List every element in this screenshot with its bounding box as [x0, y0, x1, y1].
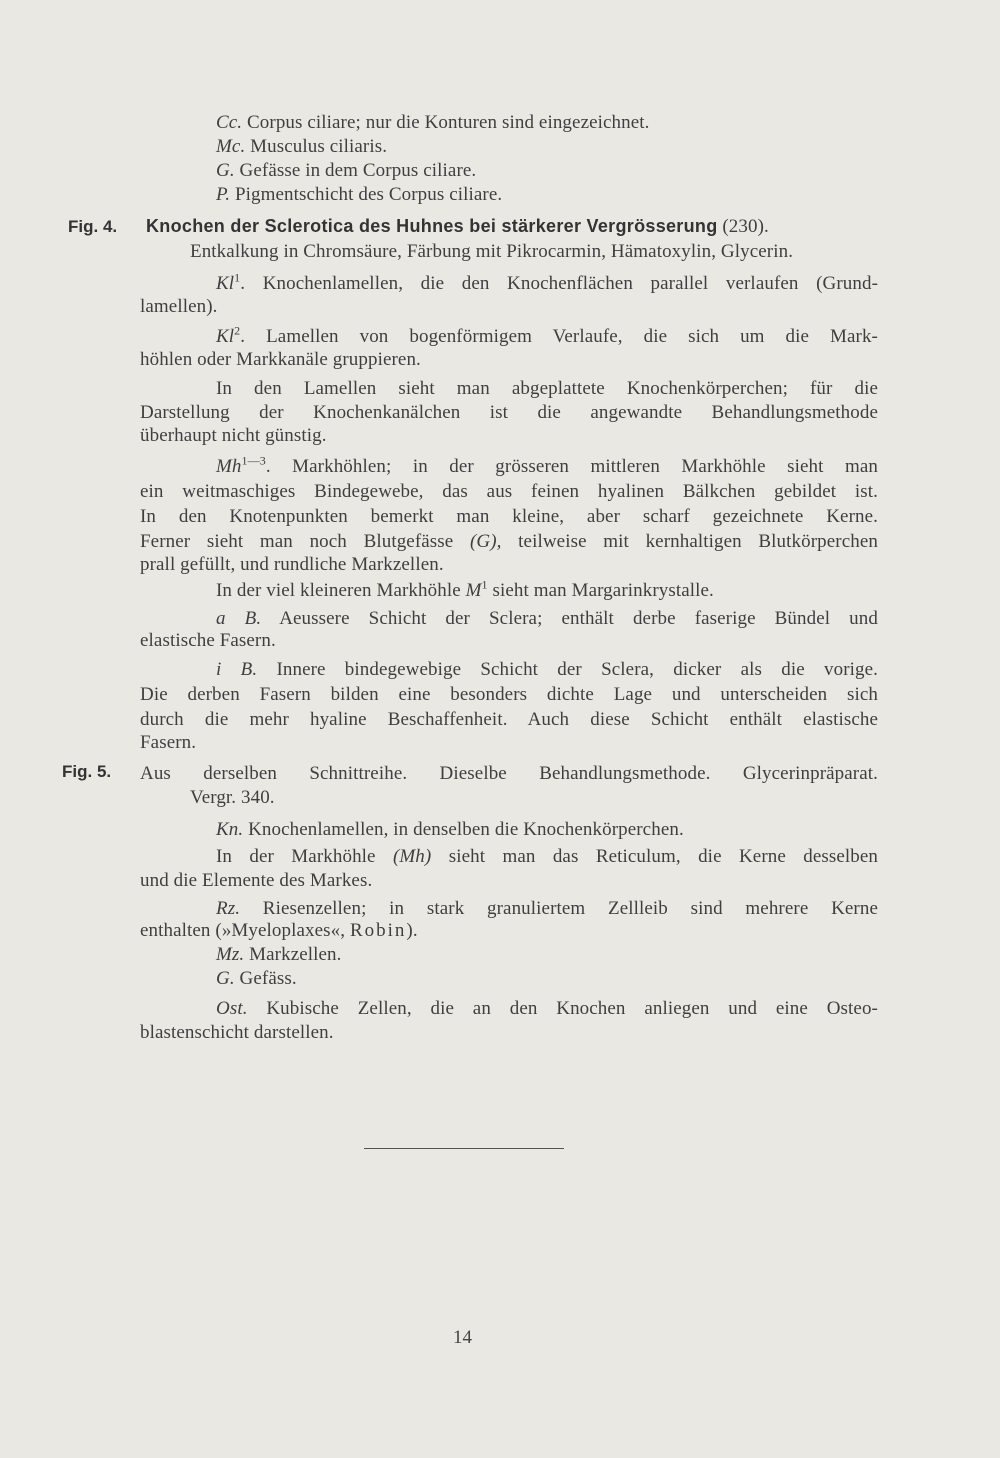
fig5-ost-line1: Ost. Kubische Zellen, die an den Knochen anliegen und eine Osteo- — [216, 998, 878, 1019]
fig4-mh-line1: $Mh^{1—3}$. Markhöhlen; in der grösseren mittleren Markhöhle sieht man — [216, 453, 878, 477]
fig5-label: Fig. 5. — [62, 762, 112, 781]
fig4-kl1-line1: Kl$^1$. Knochenlamellen, die den Knochenflächen parallel verlaufen (Grund- — [216, 270, 878, 294]
legend-mc: Mc. Musculus ciliaris. — [216, 136, 388, 157]
fig4-preparation: Entkalkung in Chromsäure, Färbung mit Pikrocarmin, Hämatoxylin, Glycerin. — [190, 241, 794, 262]
fig4-ib-line1: i B. Innere bindegewebige Schicht der Sclera, dicker als die vorige. — [216, 659, 878, 680]
fig5-line1: Aus derselben Schnittreihe. Dieselbe Behandlungsmethode. Glycerinpräparat. — [140, 763, 878, 784]
page-number: 14 — [453, 1327, 472, 1348]
fig4-mh-line4: Ferner sieht man noch Blutgefässe (G), teilweise mit kernhaltigen Blutkörperchen — [140, 531, 878, 552]
section-rule — [364, 1148, 564, 1149]
fig4-p1-line3: überhaupt nicht günstig. — [140, 425, 327, 446]
legend-p: P. Pigmentschicht des Corpus ciliare. — [216, 184, 503, 205]
fig4-kl1-line2: lamellen). — [140, 296, 218, 317]
fig4-p1-line1: In den Lamellen sieht man abgeplattete Knochenkörperchen; für die — [216, 378, 878, 399]
fig4-ib-line2: Die derben Fasern bilden eine besonders dichte Lage und unterscheiden sich — [140, 684, 878, 705]
fig4-kl2-line2: höhlen oder Markkanäle gruppieren. — [140, 349, 421, 370]
fig5-kn: Kn. Knochenlamellen, in denselben die Knochenkörperchen. — [216, 819, 684, 840]
fig5-line2: Vergr. 340. — [190, 787, 275, 808]
fig4-ab-line2: elastische Fasern. — [140, 630, 276, 651]
fig4-p1-line2: Darstellung der Knochenkanälchen ist die angewandte Behandlungsmethode — [140, 402, 878, 423]
fig4-mh-line3: In den Knotenpunkten bemerkt man kleine, aber scharf gezeichnete Kerne. — [140, 506, 878, 527]
legend-cc: Cc. Corpus ciliare; nur die Konturen sind eingezeichnet. — [216, 112, 650, 133]
fig4-mh-line2: ein weitmaschiges Bindegewebe, das aus feinen hyalinen Bälkchen gebildet ist. — [140, 481, 878, 502]
fig4-ab-line1: a B. Aeussere Schicht der Sclera; enthält derbe faserige Bündel und — [216, 608, 878, 629]
legend-g: G. Gefässe in dem Corpus ciliare. — [216, 160, 477, 181]
fig5-mz: Mz. Markzellen. — [216, 944, 342, 965]
fig4-kl2-line1: Kl$^2$. Lamellen von bogenförmigem Verlaufe, die sich um die Mark- — [216, 323, 878, 347]
fig4-ib-line3: durch die mehr hyaline Beschaffenheit. Auch diese Schicht enthält elastische — [140, 709, 878, 730]
fig5-g: G. Gefäss. — [216, 968, 297, 989]
fig5-rz-line1: Rz. Riesenzellen; in stark granuliertem Zellleib sind mehrere Kerne — [216, 898, 878, 919]
fig4-label: Fig. 4. — [68, 217, 118, 236]
fig4-ib-line4: Fasern. — [140, 732, 197, 753]
fig4-mh-line5: prall gefüllt, und rundliche Markzellen. — [140, 554, 444, 575]
fig5-mh-line2: und die Elemente des Markes. — [140, 870, 373, 891]
fig5-mh-line1: In der Markhöhle (Mh) sieht man das Reticulum, die Kerne desselben — [216, 846, 879, 867]
fig5-rz-line2: enthalten (»Myeloplaxes«, Robin). — [140, 920, 418, 941]
fig5-ost-line2: blastenschicht darstellen. — [140, 1022, 334, 1043]
fig4-title: Knochen der Sclerotica des Huhnes bei stärkerer Vergrösserung (230). — [146, 216, 769, 237]
fig4-p2: In der viel kleineren Markhöhle $M^1$ sieht man Margarinkrystalle. — [216, 577, 714, 601]
